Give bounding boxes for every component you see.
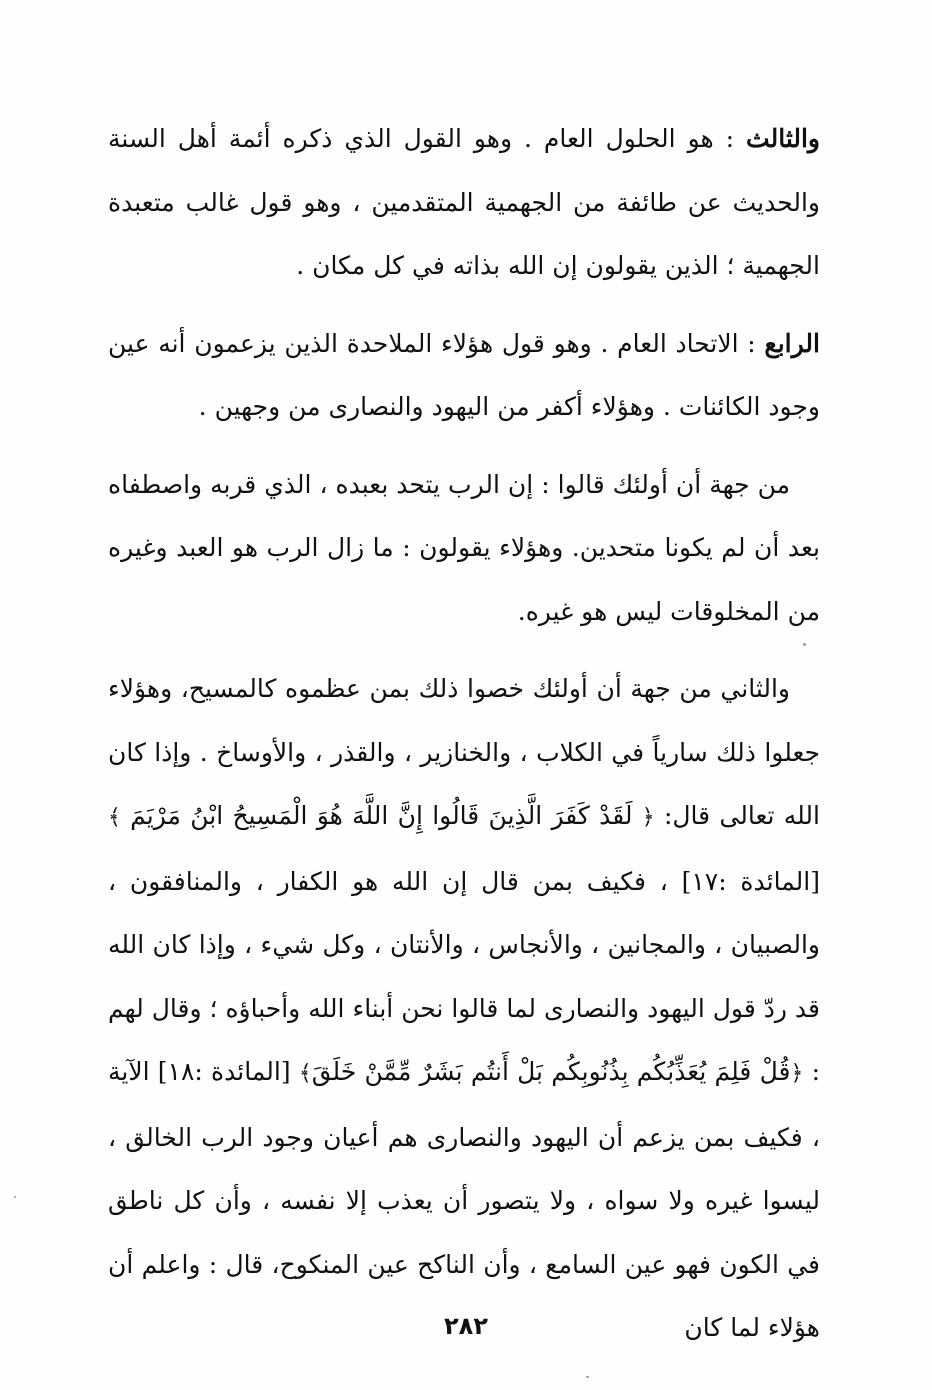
scan-speck <box>14 1196 16 1198</box>
quran-verse-1: لَقَدْ كَفَرَ الَّذِينَ قَالُوا إِنَّ اللَّهَ هُوَ الْمَسِيحُ ابْنُ مَرْيَمَ <box>120 801 642 830</box>
quran-verse-2: قُلْ فَلِمَ يُعَذِّبُكُم بِذُنُوبِكُم بَلْ أَنتُم بَشَرٌ مِّمَّنْ خَلَقَ <box>311 1057 791 1086</box>
page-number: ٢٨٢ <box>444 1312 488 1340</box>
paragraph-text-part1: والثاني من جهة أن أولئك خصوا ذلك بمن عظموه كالمسيح، وهؤلاء جعلوا ذلك سارياً في الكلاب ، والخنازير ، والقذر ، والأوساخ . وإذا كان الله تعالى قال: <box>108 674 820 830</box>
paragraph-third <box>108 107 820 298</box>
paragraph-text-first-aspect: من جهة أن أولئك قالوا : إن الرب يتحد بعبده ، الذي قربه واصطفاه بعد أن لم يكونا متحدين. وهؤلاء يقولون : ما زال الرب هو العبد وغيره من المخلوقات ليس هو غيره. <box>108 469 820 626</box>
scan-speck <box>803 643 806 646</box>
quran-open-bracket-2: ﴿ <box>790 1061 804 1086</box>
quran-close-bracket-2: ﴾ <box>298 1061 312 1086</box>
paragraph-text-part3: الآية ، فكيف بمن يزعم أن اليهود والنصارى هم أعيان وجود الرب الخالق ، ليسوا غيره ولا سواه ، ولا يتصور أن يعذب إلا نفسه ، وأن كل ناطق في الكون فهو عين السامع ، وأن الناكح عين المنكوح، قال : واعلم أن هؤلاء لما كان <box>108 1057 820 1342</box>
quran-open-bracket-1: ﴿ <box>641 805 655 830</box>
main-text <box>108 107 820 1360</box>
paragraph-text-third: : هو الحلول العام . وهو القول الذي ذكره أئمة أهل السنة والحديث عن طائفة من الجهمية المتقدمين ، وهو قول غالب متعبدة الجهمية ؛ الذين يقولون إن الله بذاته في كل مكان . <box>108 124 820 280</box>
paragraph-lead-fourth: الرابع <box>764 328 820 358</box>
paragraph-text-fourth: : الاتحاد العام . وهو قول هؤلاء الملاحدة الذين يزعمون أنه عين وجود الكائنات . وهؤلاء أكفر من اليهود والنصارى من وجهين . <box>108 328 820 421</box>
paragraph-first-aspect <box>108 453 820 644</box>
quran-close-bracket-1: ﴾ <box>108 805 121 830</box>
scan-speck <box>586 1376 589 1378</box>
paragraph-lead-third: والثالث <box>746 124 820 153</box>
paragraph-text-part2: ، فكيف بمن قال إن الله هو الكفار ، والمنافقون ، والصبيان ، والمجانين ، والأنجاس ، والأنتان ، وكل شيء ، وإذا كان الله قد ردّ قول اليهود والنصارى لما قالوا نحن أبناء الله وأحباؤه ؛ وقال لهم : <box>108 866 821 1086</box>
verse-reference-1: [المائدة :١٧] <box>681 866 821 896</box>
verse-reference-2: [المائدة :١٨] <box>157 1057 299 1086</box>
paragraph-fourth <box>108 312 820 439</box>
paragraph-second-aspect <box>108 657 820 1360</box>
